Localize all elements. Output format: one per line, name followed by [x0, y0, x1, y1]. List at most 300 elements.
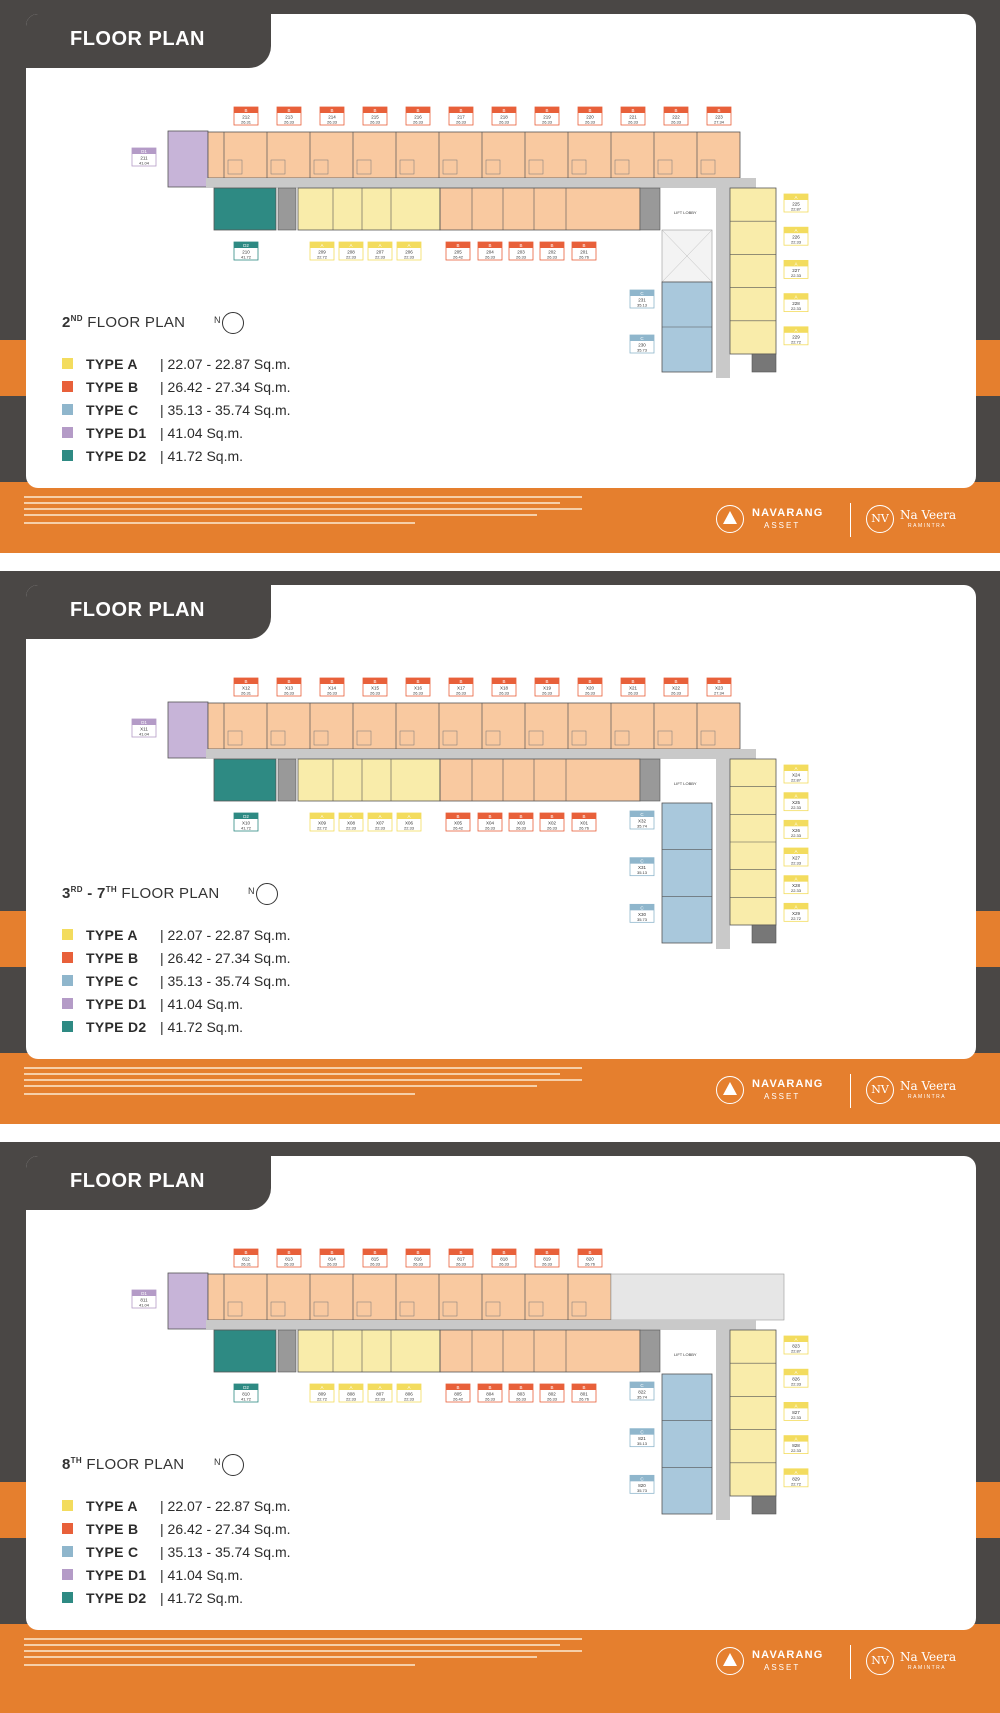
disclaimer-text-block — [24, 1638, 582, 1670]
unit-type-letter: C — [640, 336, 644, 341]
legend-swatch — [62, 1523, 73, 1534]
floor-suffix: TH — [70, 1456, 82, 1465]
unit-area: 26.33 — [627, 119, 639, 125]
unit-area: 41.04 — [138, 731, 150, 737]
unit-type-letter: B — [459, 1250, 463, 1255]
unit-type-letter: A — [794, 849, 798, 854]
unit-area: 26.33 — [515, 254, 527, 260]
unit-area: 22.33 — [345, 1396, 357, 1402]
disclaimer-text-block — [24, 1067, 582, 1099]
legend-row — [62, 1517, 291, 1540]
header-tab — [26, 585, 271, 639]
unit-type-letter: A — [794, 228, 798, 234]
unit-type-letter: B — [456, 814, 460, 819]
unit-area: 35.73 — [636, 347, 648, 353]
naveera-logo-icon: NV — [866, 1076, 894, 1104]
unit-area: 41.04 — [138, 1302, 150, 1308]
legend-swatch — [62, 450, 73, 461]
unit-area: 26.33 — [369, 690, 381, 696]
unit-number: X14 — [327, 685, 337, 691]
unit-area: 26.33 — [484, 254, 496, 260]
unit-area: 22.87 — [790, 777, 802, 783]
legend-area: | 26.42 - 27.34 Sq.m. — [160, 949, 291, 966]
floor-label: FLOOR PLAN — [87, 314, 186, 331]
unit-number: 213 — [285, 114, 293, 120]
unit-number: 815 — [371, 1256, 379, 1262]
unit-number: X20 — [585, 685, 595, 691]
unit-type-letter: B — [456, 243, 460, 248]
unit-type-letter: B — [502, 679, 506, 684]
unit-area: 26.33 — [326, 1261, 338, 1267]
unit-area: 26.33 — [541, 1261, 553, 1267]
legend-area: | 35.13 - 35.74 Sq.m. — [160, 401, 291, 418]
legend-swatch — [62, 952, 73, 963]
unit-type-letter: A — [794, 1370, 798, 1376]
unit-number: 229 — [792, 334, 800, 340]
unit-area: 26.33 — [541, 119, 553, 125]
unit-type-letter: A — [794, 1436, 798, 1442]
unit-area: 22.33 — [790, 239, 802, 245]
unit-area: 41.72 — [240, 254, 252, 260]
unit-type-legend — [62, 352, 291, 467]
legend-row — [62, 398, 291, 421]
unit-number: 828 — [792, 1443, 800, 1449]
legend-type: TYPE D2 — [86, 1589, 147, 1606]
unit-number: 210 — [242, 249, 250, 255]
legend-swatch — [62, 404, 73, 415]
unit-area: 27.34 — [713, 119, 725, 125]
unit-type-letter: B — [456, 1385, 460, 1390]
unit-number: 223 — [715, 114, 723, 120]
unit-number: 218 — [500, 114, 508, 120]
stair-core — [278, 759, 296, 801]
unit-number: X30 — [637, 911, 647, 917]
unit-area: 26.33 — [498, 690, 510, 696]
unit-area: 26.31 — [240, 690, 252, 696]
unit-number: 813 — [285, 1256, 293, 1262]
unit-area: 22.33 — [790, 805, 802, 811]
unit-number: X17 — [456, 685, 466, 691]
unit-type-letter: A — [349, 814, 353, 819]
unit-type-letter: A — [794, 793, 798, 799]
unit-type-letter: B — [674, 108, 678, 113]
unit-area: 22.72 — [790, 1481, 802, 1487]
unit-area: 22.33 — [403, 1396, 415, 1402]
legend-row — [62, 923, 291, 946]
navarang-sub: ASSET — [764, 521, 801, 530]
unit-type-letter: B — [244, 1250, 248, 1255]
unit-area: 26.33 — [498, 1261, 510, 1267]
corridor-vertical — [716, 749, 730, 949]
unit-area: 26.33 — [541, 690, 553, 696]
unit-number: X27 — [791, 855, 801, 861]
naveera-wordmark: Na Veera — [900, 508, 957, 522]
unit-type-letter: B — [330, 1250, 334, 1255]
header-title: FLOOR PLAN — [70, 28, 205, 50]
unit-type-letter: B — [588, 108, 592, 113]
unit-number: 220 — [586, 114, 594, 120]
unit-area: 26.33 — [498, 119, 510, 125]
legend-type: TYPE B — [86, 378, 139, 395]
unit-number: 212 — [242, 114, 250, 120]
navarang-logo-icon — [716, 505, 744, 533]
floor-range: - 7 — [87, 885, 106, 902]
unit-area: 41.04 — [138, 160, 150, 166]
unit-type-letter: B — [631, 679, 635, 684]
header-tab — [26, 14, 271, 68]
unit-number: X09 — [317, 820, 327, 826]
unit-number: 215 — [371, 114, 379, 120]
unit-type-letter: D1 — [141, 720, 147, 725]
unit-type-letter: A — [794, 1403, 798, 1409]
unit-area: 35.73 — [636, 916, 648, 922]
unit-number: X25 — [791, 800, 801, 806]
unit-number: X16 — [413, 685, 423, 691]
type-d1-unit — [168, 1273, 208, 1329]
unit-type-letter: C — [640, 858, 644, 864]
type-a-row — [298, 188, 440, 230]
floor-suffix: ND — [70, 314, 83, 323]
unit-type-letter: A — [320, 814, 324, 819]
legend-swatch — [62, 427, 73, 438]
floor-plan-card — [26, 585, 976, 1059]
legend-area: | 41.04 Sq.m. — [160, 424, 244, 441]
header-title: FLOOR PLAN — [70, 1170, 205, 1192]
unit-type-letter: B — [416, 679, 420, 684]
unit-number: X18 — [499, 685, 509, 691]
unit-type-letter: B — [674, 679, 678, 684]
unit-area: 41.72 — [240, 825, 252, 831]
fire-stair — [752, 354, 776, 372]
unit-area: 26.33 — [369, 119, 381, 125]
unit-area: 35.13 — [636, 1441, 648, 1447]
legend-area: | 26.42 - 27.34 Sq.m. — [160, 1520, 291, 1537]
naveera-sub: RAMINTRA — [908, 1665, 947, 1671]
unit-number: X22 — [671, 685, 681, 691]
unit-number: X12 — [241, 685, 251, 691]
unit-type-letter: B — [550, 243, 554, 248]
corridor — [206, 178, 756, 188]
unit-area: 22.33 — [374, 825, 386, 831]
unit-type-letter: B — [502, 1250, 506, 1255]
corridor-vertical — [716, 178, 730, 378]
unit-area: 22.33 — [790, 860, 802, 866]
unit-number: 823 — [792, 1343, 800, 1349]
unit-type-letter: D1 — [141, 1291, 147, 1296]
unit-area: 26.76 — [578, 1396, 590, 1402]
unit-type-letter: A — [794, 904, 798, 910]
unit-area: 26.33 — [584, 119, 596, 125]
top-unit-row — [208, 132, 740, 178]
legend-row — [62, 1586, 291, 1609]
unit-area: 26.33 — [283, 1261, 295, 1267]
floor-number: 2 — [62, 314, 71, 331]
legend-type: TYPE C — [86, 1543, 139, 1560]
stair-core — [278, 188, 296, 230]
unit-area: 22.33 — [790, 832, 802, 838]
unit-area: 22.72 — [790, 915, 802, 921]
unit-area: 26.76 — [578, 254, 590, 260]
unit-number: X21 — [628, 685, 638, 691]
unit-type-letter: B — [459, 679, 463, 684]
unit-type-legend — [62, 923, 291, 1038]
right-wing-units — [730, 188, 776, 354]
naveera-sub: RAMINTRA — [908, 1094, 947, 1100]
unit-area: 35.74 — [636, 823, 648, 829]
unit-area: 22.33 — [403, 254, 415, 260]
unit-number: 217 — [457, 114, 465, 120]
legend-type: TYPE A — [86, 1497, 138, 1514]
unit-area: 22.33 — [790, 1414, 802, 1420]
unit-type-letter: B — [488, 243, 492, 248]
unit-number: 802 — [548, 1391, 556, 1397]
unit-number: X29 — [791, 910, 801, 916]
stair-core — [278, 1330, 296, 1372]
unit-type-letter: A — [349, 243, 353, 248]
unit-area: 26.33 — [283, 690, 295, 696]
unit-number: 829 — [792, 1476, 800, 1482]
type-b-row — [440, 759, 640, 801]
legend-row — [62, 1494, 291, 1517]
unit-type-letter: B — [416, 108, 420, 113]
unit-area: 22.72 — [790, 339, 802, 345]
unit-number: X19 — [542, 685, 552, 691]
unit-number: X02 — [547, 820, 557, 826]
unit-type-letter: C — [640, 291, 644, 296]
legend-swatch — [62, 1569, 73, 1580]
unit-area: 22.33 — [790, 272, 802, 278]
top-unit-row — [208, 703, 740, 749]
legend-swatch — [62, 1021, 73, 1032]
north-compass-icon: N — [256, 883, 278, 905]
legend-type: TYPE D1 — [86, 424, 147, 441]
legend-type: TYPE C — [86, 972, 139, 989]
unit-number: X03 — [516, 820, 526, 826]
unit-number: 801 — [580, 1391, 588, 1397]
legend-row — [62, 421, 291, 444]
unit-number: X08 — [346, 820, 356, 826]
unit-number: X15 — [370, 685, 380, 691]
unit-area: 26.33 — [326, 119, 338, 125]
unit-type-letter: A — [794, 821, 798, 827]
unit-type-letter: D2 — [243, 1385, 249, 1390]
unit-number: 805 — [454, 1391, 462, 1397]
unit-type-letter: B — [519, 814, 523, 819]
unit-type-letter: A — [794, 195, 798, 200]
unit-number: 208 — [347, 249, 355, 255]
legend-area: | 26.42 - 27.34 Sq.m. — [160, 378, 291, 395]
legend-type: TYPE D1 — [86, 1566, 147, 1583]
legend-area: | 41.04 Sq.m. — [160, 995, 244, 1012]
unit-area: 22.33 — [790, 306, 802, 312]
unit-area: 26.31 — [240, 1261, 252, 1267]
unit-area: 22.33 — [374, 254, 386, 260]
lift-lobby-label: LIFT LOBBY — [674, 210, 697, 215]
unit-area: 26.33 — [412, 1261, 424, 1267]
unit-type-legend — [62, 1494, 291, 1609]
unit-type-letter: B — [459, 108, 463, 113]
unit-type-letter: B — [373, 679, 377, 684]
unit-area: 26.31 — [240, 119, 252, 125]
legend-type: TYPE D2 — [86, 1018, 147, 1035]
legend-area: | 41.72 Sq.m. — [160, 1589, 244, 1606]
unit-type-letter: B — [330, 679, 334, 684]
unit-area: 26.33 — [627, 690, 639, 696]
legend-swatch — [62, 1592, 73, 1603]
unit-number: 809 — [318, 1391, 326, 1397]
unit-area: 26.33 — [670, 690, 682, 696]
unit-number: 230 — [638, 342, 646, 348]
navarang-logo-icon — [716, 1076, 744, 1104]
unit-number: 225 — [792, 201, 800, 207]
unit-number: 205 — [454, 249, 462, 255]
unit-type-letter: B — [416, 1250, 420, 1255]
legend-row — [62, 992, 291, 1015]
floor-plan-card — [26, 14, 976, 488]
unit-type-letter: A — [407, 243, 411, 248]
unit-type-letter: B — [550, 814, 554, 819]
unit-number: 219 — [543, 114, 551, 120]
unit-type-letter: B — [244, 679, 248, 684]
logo-divider — [850, 503, 851, 537]
unit-number: 204 — [486, 249, 494, 255]
legend-type: TYPE D2 — [86, 447, 147, 464]
unit-type-letter: A — [407, 1385, 411, 1390]
legend-swatch — [62, 998, 73, 1009]
unit-area: 22.87 — [790, 1348, 802, 1354]
legend-swatch — [62, 358, 73, 369]
corridor — [206, 1320, 756, 1330]
legend-row — [62, 969, 291, 992]
unit-type-letter: B — [519, 1385, 523, 1390]
unit-number: 231 — [638, 297, 646, 303]
header-title: FLOOR PLAN — [70, 599, 205, 621]
type-c-column — [662, 803, 712, 943]
legend-swatch — [62, 1500, 73, 1511]
unit-number: 820 — [638, 1482, 646, 1488]
legend-row — [62, 946, 291, 969]
unit-area: 35.73 — [636, 1487, 648, 1493]
unit-area: 22.33 — [345, 825, 357, 831]
lift-lobby-label: LIFT LOBBY — [674, 1352, 697, 1357]
floor-plan-panel-2nd — [0, 0, 1000, 553]
unit-area: 22.33 — [790, 1381, 802, 1387]
unit-number: 818 — [500, 1256, 508, 1262]
unit-area: 26.33 — [484, 825, 496, 831]
naveera-logo-icon: NV — [866, 1647, 894, 1675]
unit-type-letter: B — [330, 108, 334, 113]
legend-row — [62, 352, 291, 375]
unit-type-letter: B — [545, 679, 549, 684]
unit-number: 211 — [140, 155, 148, 161]
unit-area: 26.76 — [578, 825, 590, 831]
legend-row — [62, 1015, 291, 1038]
unit-type-letter: A — [378, 814, 382, 819]
unit-type-letter: A — [794, 766, 798, 771]
unit-type-letter: C — [640, 1383, 644, 1388]
unit-number: 817 — [457, 1256, 465, 1262]
unit-area: 26.33 — [283, 119, 295, 125]
unit-number: X28 — [791, 883, 801, 889]
type-d1-unit — [168, 131, 208, 187]
unit-area: 26.33 — [546, 825, 558, 831]
unit-type-letter: B — [287, 679, 291, 684]
naveera-sub: RAMINTRA — [908, 523, 947, 529]
unit-type-letter: B — [550, 1385, 554, 1390]
corridor — [206, 749, 756, 759]
unit-type-letter: C — [640, 905, 644, 911]
unit-type-letter: A — [320, 243, 324, 248]
type-c-column — [662, 1374, 712, 1514]
logo-divider — [850, 1074, 851, 1108]
unit-number: 209 — [318, 249, 326, 255]
legend-area: | 35.13 - 35.74 Sq.m. — [160, 972, 291, 989]
type-b-row — [440, 1330, 640, 1372]
unit-number: X32 — [637, 818, 647, 824]
unit-number: 216 — [414, 114, 422, 120]
type-d2-unit — [214, 188, 276, 230]
unit-area: 26.33 — [455, 690, 467, 696]
navarang-sub: ASSET — [764, 1092, 801, 1101]
unit-type-letter: B — [502, 108, 506, 113]
type-b-row — [440, 188, 640, 230]
legend-area: | 41.72 Sq.m. — [160, 447, 244, 464]
lift-lobby-label: LIFT LOBBY — [674, 781, 697, 786]
legend-type: TYPE D1 — [86, 995, 147, 1012]
unit-area: 22.72 — [316, 1396, 328, 1402]
unit-type-letter: C — [640, 812, 644, 817]
legend-type: TYPE B — [86, 949, 139, 966]
unit-number: 826 — [792, 1376, 800, 1382]
type-a-row — [298, 759, 440, 801]
unit-type-letter: A — [794, 1337, 798, 1342]
legend-swatch — [62, 1546, 73, 1557]
unit-number: 214 — [328, 114, 336, 120]
unit-type-letter: A — [794, 261, 798, 267]
legend-type: TYPE A — [86, 355, 138, 372]
unit-area: 22.72 — [316, 254, 328, 260]
legend-row — [62, 1563, 291, 1586]
unit-area: 26.33 — [455, 119, 467, 125]
floor-label: FLOOR PLAN — [86, 1456, 185, 1473]
unit-type-letter: D2 — [243, 243, 249, 248]
lift-core — [640, 188, 660, 230]
unit-area: 26.33 — [546, 1396, 558, 1402]
legend-area: | 22.07 - 22.87 Sq.m. — [160, 355, 291, 372]
unit-number: 222 — [672, 114, 680, 120]
unit-number: 201 — [580, 249, 588, 255]
legend-swatch — [62, 975, 73, 986]
brand-logos — [716, 503, 966, 537]
unit-number: X11 — [140, 726, 148, 732]
lift-core — [640, 759, 660, 801]
unit-area: 26.33 — [412, 690, 424, 696]
unit-number: 808 — [347, 1391, 355, 1397]
unit-area: 26.33 — [546, 254, 558, 260]
unit-type-letter: A — [794, 876, 798, 882]
legend-type: TYPE C — [86, 401, 139, 418]
unit-type-letter: B — [717, 679, 721, 684]
unit-number: X04 — [485, 820, 495, 826]
legend-row — [62, 1540, 291, 1563]
unit-area: 26.33 — [670, 119, 682, 125]
unit-area: 35.74 — [636, 1394, 648, 1400]
unit-type-letter: A — [320, 1385, 324, 1390]
unit-number: 221 — [629, 114, 637, 120]
header-tab — [26, 1156, 271, 1210]
unit-number: X23 — [714, 685, 724, 691]
unit-type-letter: B — [244, 108, 248, 113]
